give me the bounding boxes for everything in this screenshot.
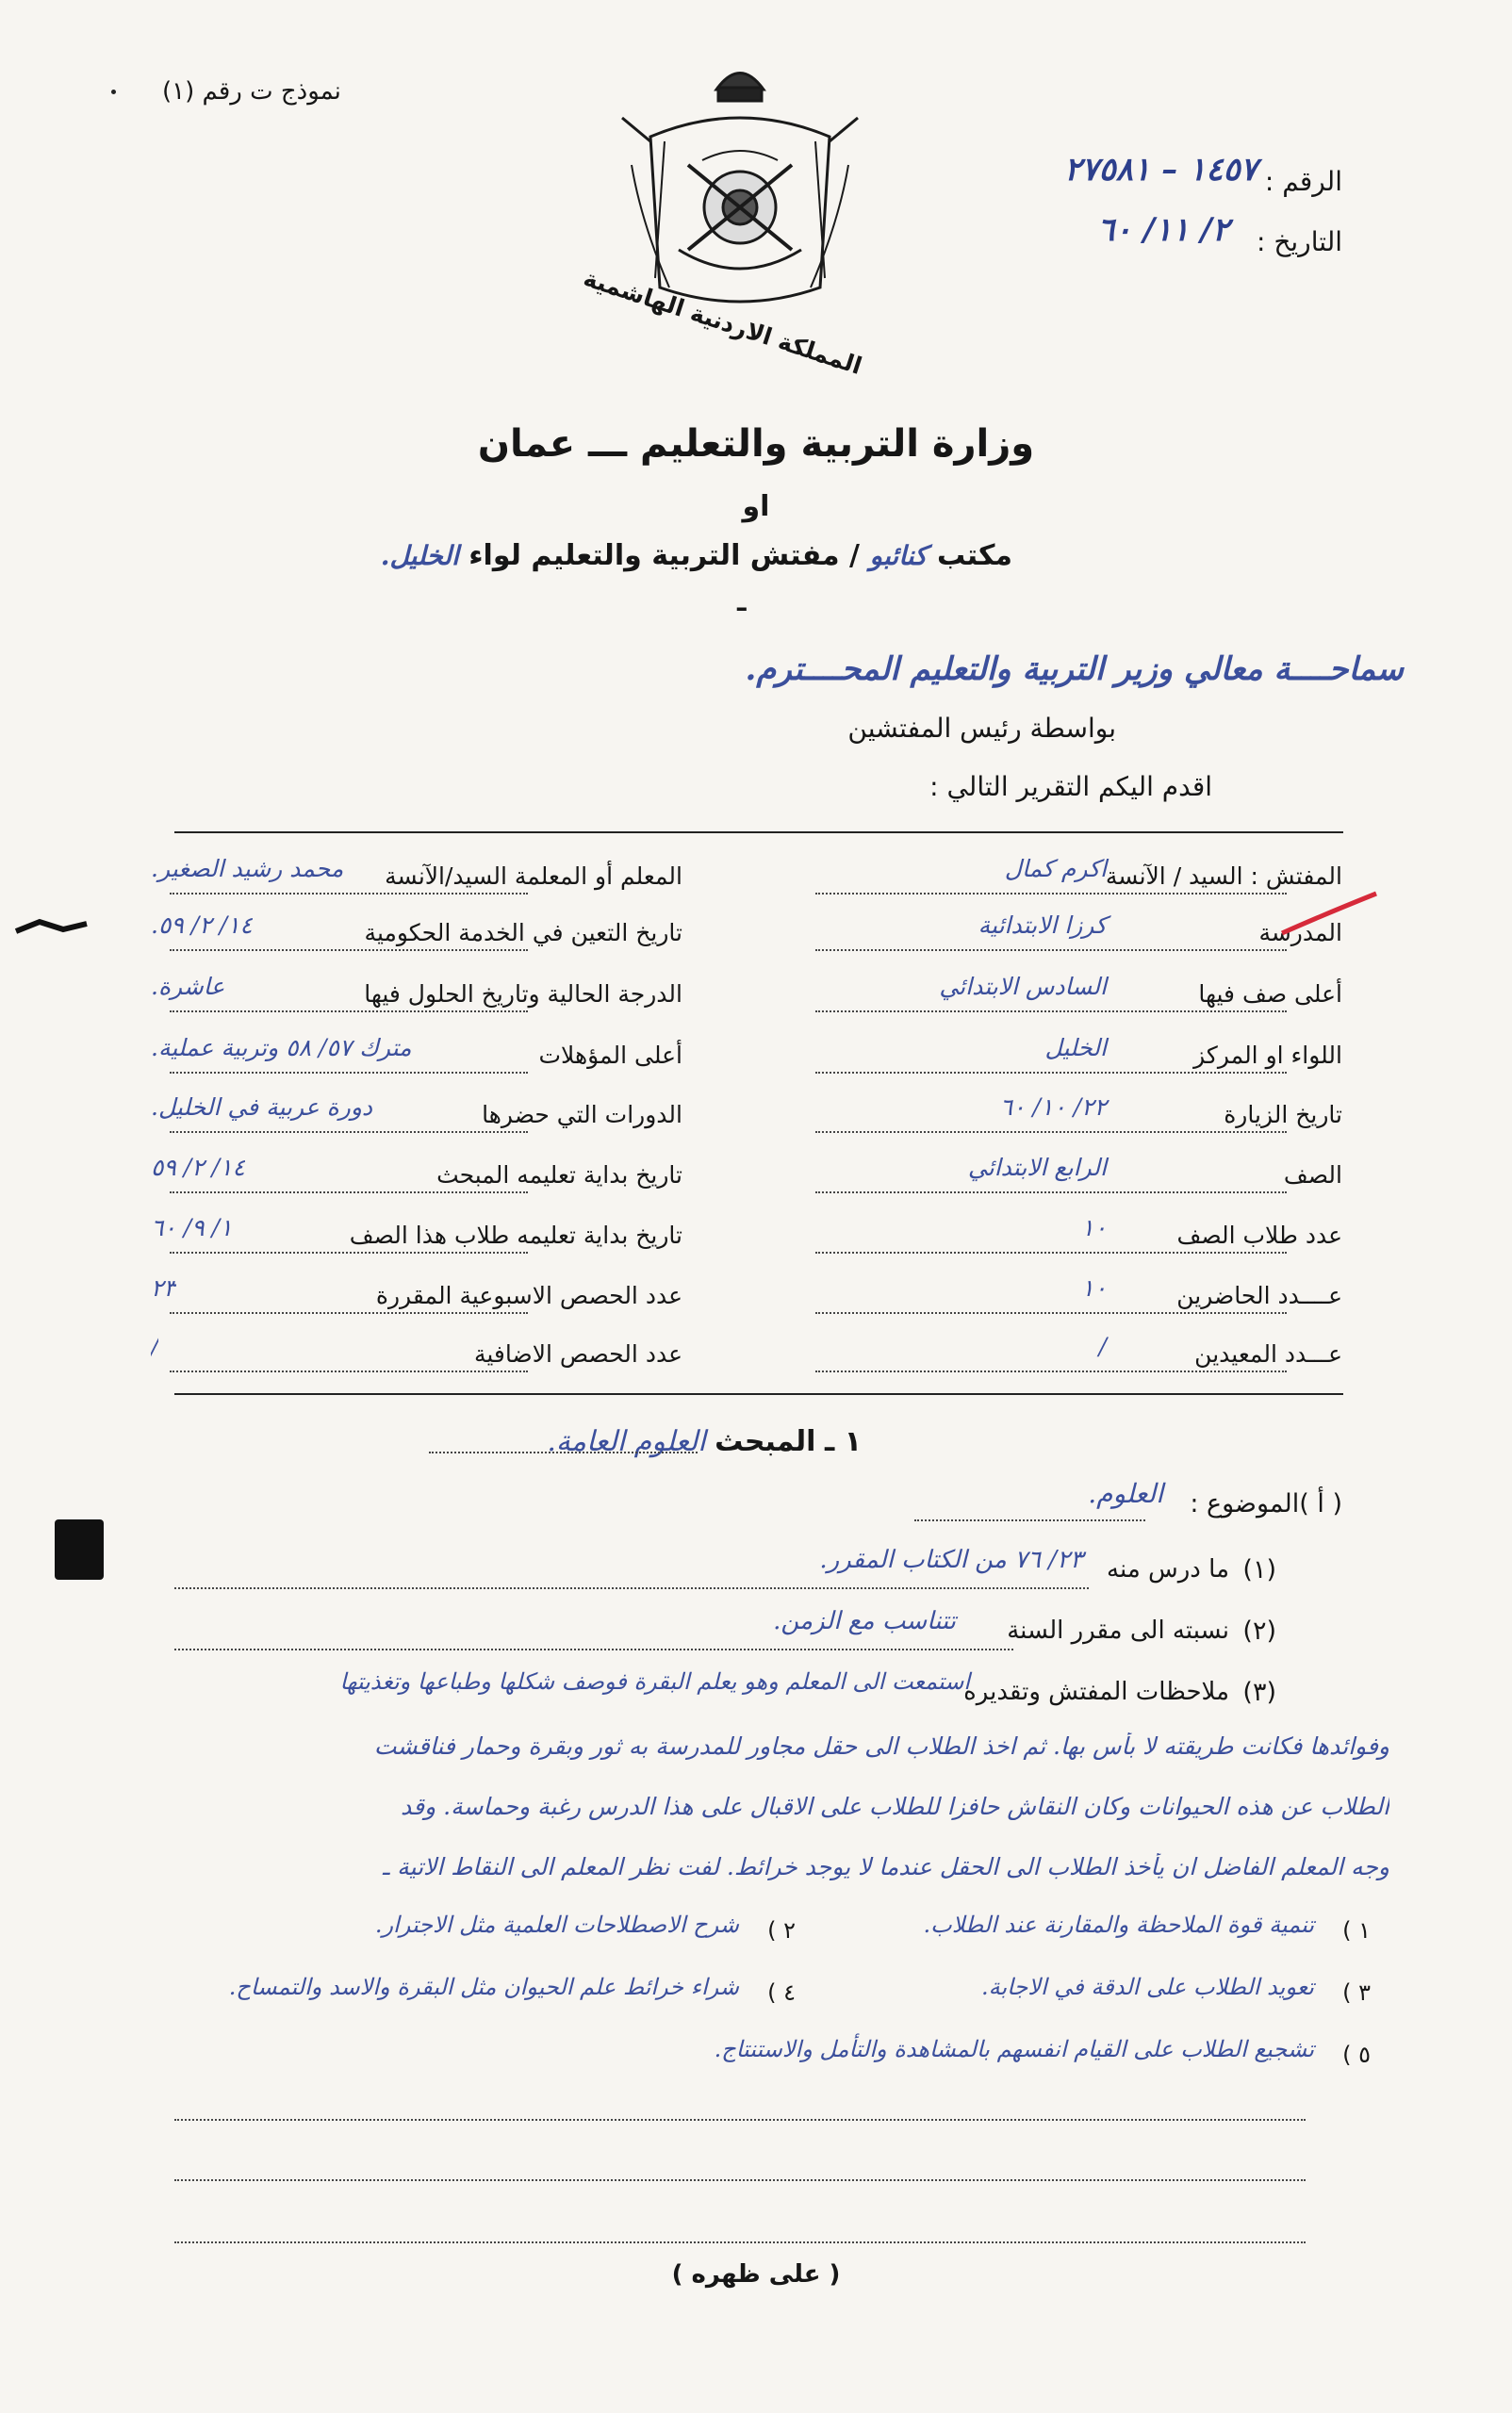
right-field-value: ١٠ [1081,1274,1107,1302]
margin-ink-mark [11,911,96,948]
right-field-label: أعلى صف فيها [1198,980,1342,1008]
left-field-line [170,1371,528,1372]
right-field-value: السادس الابتدائي [939,973,1107,1000]
point-text: شراء خرائط علم الحيوان مثل البقرة والاسد والتمساح. [228,1974,739,2000]
addressee: سماحــــة معالي وزير التربية والتعليم المحــــترم. [745,650,1404,688]
left-field-label: تاريخ بداية تعليمه طلاب هذا الصف [349,1222,682,1249]
scan-blotch [55,1519,104,1580]
item-value: ٢٣/ ٧٦ من الكتاب المقرر. [819,1546,1083,1574]
middle-divider [174,1393,1343,1395]
intro-line: اقدم اليكم التقرير التالي : [929,771,1212,802]
right-field-line [815,1010,1287,1012]
note-line: الطلاب عن هذه الحيوانات وكان النقاش حافزا للطلاب على الاقبال على هذا الدرس رغبة وحماسة. وقد [401,1793,1389,1820]
office-line [381,539,1012,572]
speck [111,90,116,94]
section-title-value: العلوم العامة. [547,1425,706,1458]
item-number: (٣) [1242,1678,1276,1707]
right-field-label: الصف [1283,1161,1342,1189]
right-field-line [815,1371,1287,1372]
right-field-value: الرابع الابتدائي [967,1154,1107,1181]
right-field-line [815,1072,1287,1074]
red-pen-mark [1277,886,1381,943]
point-text: تعويد الطلاب على الدقة في الاجابة. [980,1974,1314,2000]
point-number: ٥ ) [1342,2042,1371,2068]
point-number: ١ ) [1342,1917,1371,1944]
left-field-label: الدرجة الحالية وتاريخ الحلول فيها [364,980,682,1008]
left-field-line [170,893,528,895]
left-field-label: تاريخ بداية تعليمه المبحث [436,1161,682,1189]
office-middle: / مفتش التربية والتعليم لواء [468,539,861,572]
left-field-label: المعلم أو المعلمة السيد/الآنسة [385,862,682,890]
left-field-value: / [151,1333,159,1360]
point-number: ٤ ) [767,1979,796,2006]
right-field-label: عـــدد المعيدين [1194,1340,1342,1368]
left-field-value: دورة عربية في الخليل. [151,1093,373,1121]
continued-on-back: ( على ظهره ) [671,2260,841,2289]
office-prefix: مكتب [936,539,1012,572]
left-field-line [170,1191,528,1193]
right-field-label: المدرسة [1258,919,1342,946]
right-field-value: ١٠ [1081,1214,1107,1241]
left-field-line [170,1312,528,1314]
item-value: استمعت الى المعلم وهو يعلم البقرة فوصف شكلها وطباعها وتغذيتها [339,1668,970,1695]
header-dash: ـ [737,586,747,617]
item-label: نسبته الى مقرر السنة [1007,1617,1229,1645]
left-field-value: ١/ ٩/ ٦٠ [151,1214,233,1241]
reference-number-value: ١٤٥٧ – ٢٧٥٨١ [1063,151,1257,189]
office-handwritten-2: الخليل. [380,540,459,571]
right-field-value: / [1098,1333,1107,1360]
left-field-label: عدد الحصص الاسبوعية المقررة [375,1282,682,1309]
blank-line [174,2119,1306,2121]
left-field-line [170,1131,528,1133]
right-field-line [815,949,1287,951]
subject-label: ( أ )الموضوع : [1190,1489,1342,1518]
left-field-value: ١٤/ ٢/ ٥٩ [151,1154,245,1181]
left-field-line [170,1010,528,1012]
section-number: ١ ـ [824,1425,862,1458]
right-field-line [815,893,1287,895]
point-number: ٢ ) [767,1917,796,1944]
item-line [174,1649,1013,1650]
point-text: تشجيع الطلاب على القيام انفسهم بالمشاهدة والتأمل والاستنتاج. [714,2036,1314,2062]
emblem-caption: المملكة الاردنية الهاشمية [580,264,865,381]
left-field-value: ٢٣ [151,1274,176,1302]
reference-date-label: التاريخ : [1256,226,1342,257]
right-field-line [815,1191,1287,1193]
right-field-label: المفتش : السيد / الآنسة [1105,862,1342,890]
section-title-label: المبحث [715,1425,816,1458]
point-text: شرح الاصطلاحات العلمية مثل الاجترار. [374,1912,739,1938]
right-field-label: اللواء او المركز [1193,1042,1342,1069]
point-number: ٣ ) [1342,1979,1371,2006]
right-field-value: اكرم كمال [1004,855,1107,882]
blank-line [174,2179,1306,2181]
via-line: بواسطة رئيس المفتشين [847,713,1116,744]
right-field-label: عــــدد الحاضرين [1176,1282,1342,1309]
right-field-line [815,1252,1287,1254]
blank-line [174,2241,1306,2243]
right-field-label: تاريخ الزيارة [1224,1101,1342,1128]
left-field-label: تاريخ التعين في الخدمة الحكومية [364,919,682,946]
item-label: ما درس منه [1107,1555,1229,1584]
office-handwritten-1: كنائبو [869,540,928,571]
reference-number-label: الرقم : [1264,166,1342,197]
emblem [580,52,867,381]
left-field-line [170,949,528,951]
right-field-label: عدد طلاب الصف [1176,1222,1342,1249]
left-field-value: ١٤/ ٢/ ٥٩. [151,911,253,939]
left-field-label: أعلى المؤهلات [538,1042,682,1069]
right-field-value: كرزا الابتدائية [978,911,1107,939]
left-field-line [170,1072,528,1074]
subject-value: العلوم. [1088,1478,1163,1509]
point-text: تنمية قوة الملاحظة والمقارنة عند الطلاب. [923,1912,1314,1938]
top-divider [174,831,1343,833]
right-field-line [815,1131,1287,1133]
left-field-value: عاشرة. [151,973,225,1000]
left-field-label: الدورات التي حضرها [482,1101,682,1128]
item-line [174,1587,1089,1589]
left-field-line [170,1252,528,1254]
left-field-value: مترك ٥٧/ ٥٨ وتربية عملية. [151,1034,412,1061]
or-text: او [742,490,770,523]
left-field-value: محمد رشيد الصغير. [151,855,344,882]
form-number: نموذج ت رقم (١) [162,77,341,106]
right-field-line [815,1312,1287,1314]
subject-dots [914,1519,1145,1521]
item-label: ملاحظات المفتش وتقديره [963,1678,1229,1706]
item-value: تتناسب مع الزمن. [773,1607,956,1635]
item-number: (١) [1242,1555,1276,1584]
note-line: وفوائدها فكانت طريقته لا بأس بها. ثم اخذ الطلاب الى حقل مجاور للمدرسة به ثور وبقرة وحمار فناقشت [373,1732,1389,1760]
reference-date-value: ٢/ ١١/ ٦٠ [1097,211,1229,249]
left-field-label: عدد الحصص الاضافية [473,1340,682,1368]
item-number: (٢) [1242,1617,1276,1646]
right-field-value: الخليل [1044,1034,1107,1061]
ministry-title: وزارة التربية والتعليم ـــ عمان [477,422,1035,466]
note-line: وجه المعلم الفاضل ان يأخذ الطلاب الى الحقل عندما لا يوجد خرائط. لفت نظر المعلم الى النقاط الاتية ـ [382,1853,1389,1880]
right-field-value: ٢٢/ ١٠/ ٦٠ [999,1093,1107,1121]
section-title-dots [429,1452,698,1453]
